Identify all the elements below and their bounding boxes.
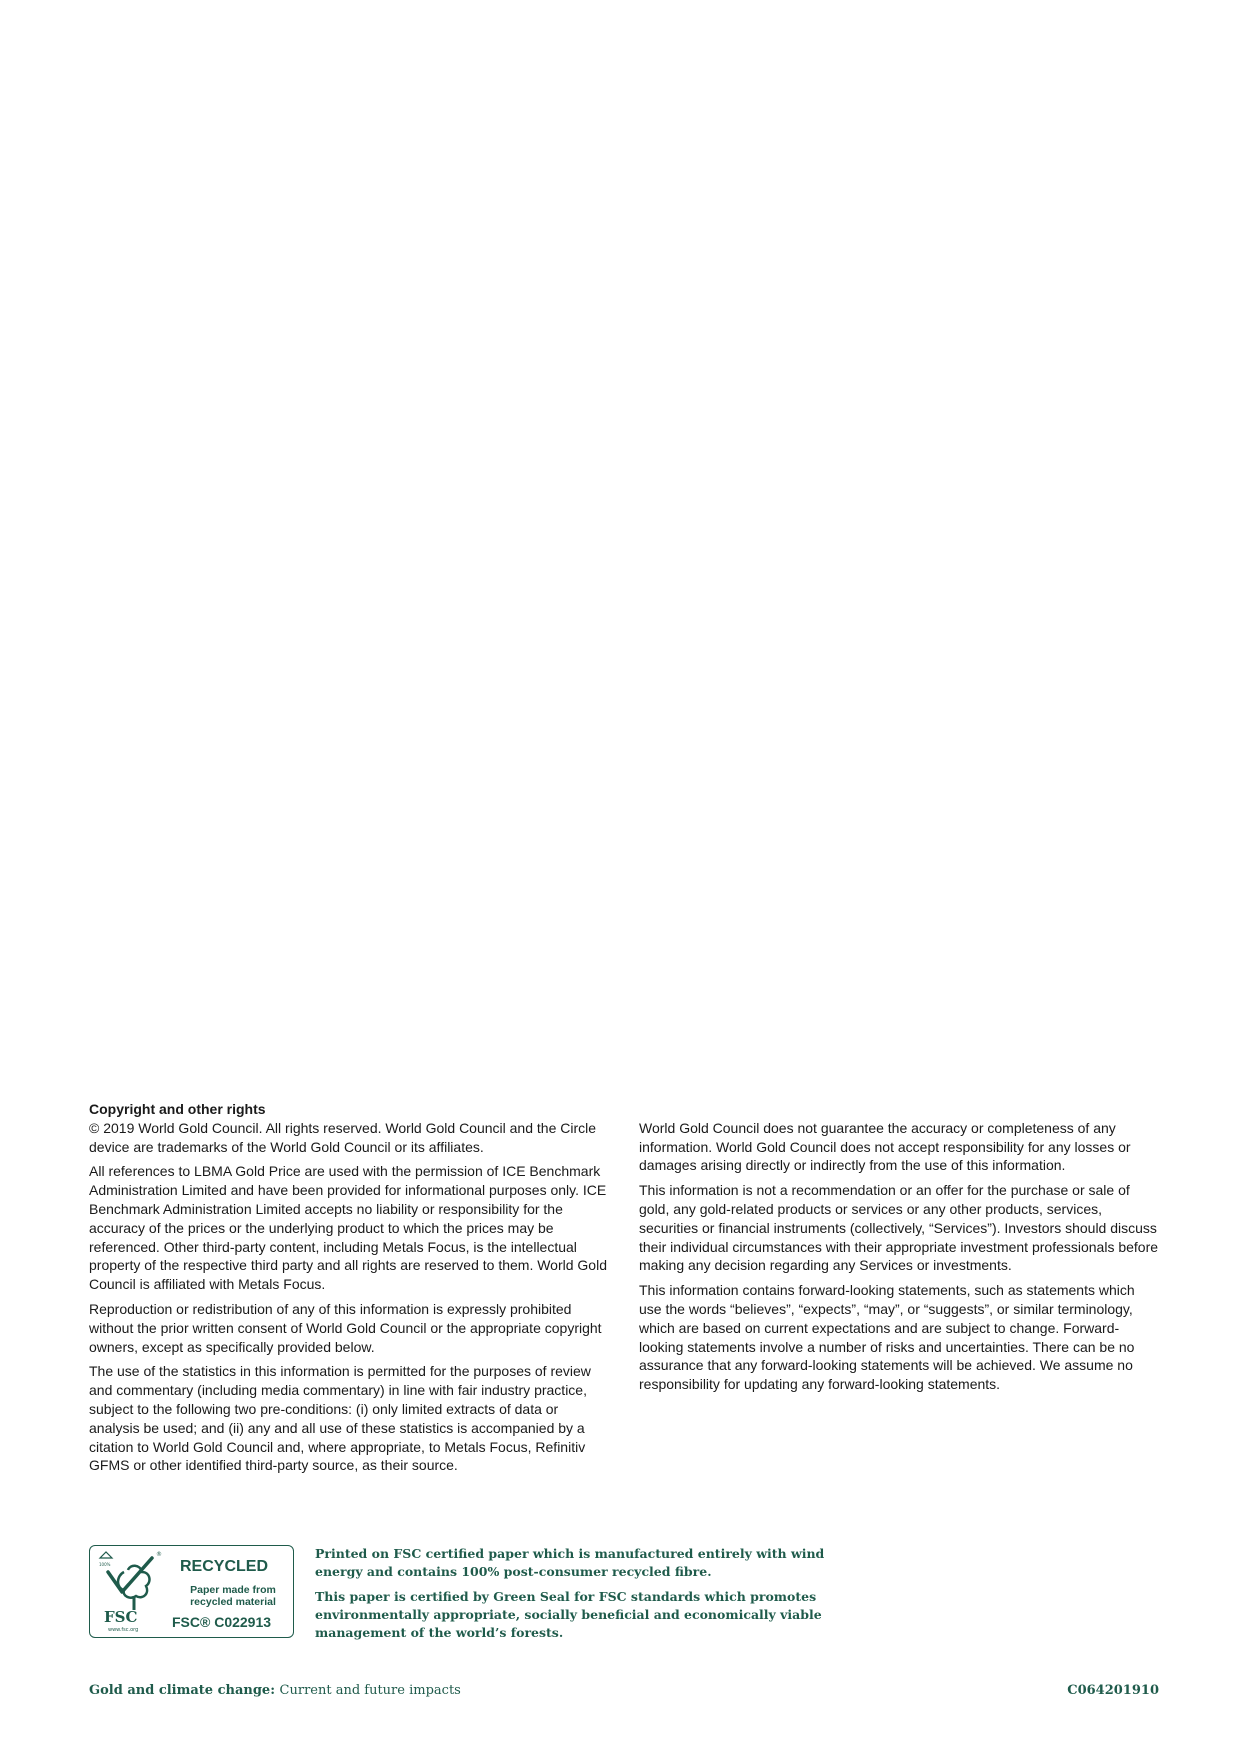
fsc-statement-green-seal: This paper is certified by Green Seal for FSC standards which promotes environmentally appropriate, socially beneficial and economically viable management of the world’s forests. <box>315 1589 822 1640</box>
forward-looking-paragraph: This information contains forward-looking statements, such as statements which use the words “believes”, “expects”, “may”, or “suggests”, or similar terminology, which are based on current expectations and are subject to change. Forward-looking statements involve a number of risks and uncertainties. There can be no assurance that any forward-looking statements will be achieved. We assume no responsibility for updating any forward-looking statements. <box>639 1282 1135 1393</box>
copyright-left-column <box>89 1119 609 1481</box>
recommendation-paragraph: This information is not a recommendation or an offer for the purchase or sale of gold, any gold-related products or services or any other products, services, securities or financial instruments (collectively, “Services”). Investors should discuss their individual circumstances with their appropriate investment professionals before making any decision regarding any Services or investments. <box>639 1182 1159 1274</box>
fsc-statement-printed: Printed on FSC certified paper which is manufactured entirely with wind energy and contains 100% post-consumer recycled fibre. <box>315 1546 825 1579</box>
fsc-recycled-title: RECYCLED <box>180 1558 269 1575</box>
fsc-wordmark: FSC <box>104 1608 138 1626</box>
fsc-statements <box>315 1545 875 1649</box>
statistics-use-paragraph: The use of the statistics in this information is permitted for the purposes of review and commentary (including media commentary) in line with fair industry practice, subject to the following two pre-conditions: (i) only limited extracts of data or analysis be used; and (ii) any and all use of these statistics is accompanied by a citation to World Gold Council and, where appropriate, to Metals Focus, Refinitiv GFMS or other identified third-party source, as their source. <box>89 1363 591 1474</box>
fsc-url: www.fsc.org <box>108 1627 139 1633</box>
fsc-tree-icon <box>94 1550 164 1634</box>
fsc-logo <box>89 1545 294 1638</box>
footer-document-code: C064201910 <box>1067 1683 1159 1698</box>
copyright-right-column <box>639 1119 1159 1481</box>
lbma-paragraph: All references to LBMA Gold Price are used with the permission of ICE Benchmark Administration Limited and have been provided for informational purposes only. ICE Benchmark Administration Limited accepts no liability or responsibility for the accuracy of the prices or the underlying product to which the prices may be referenced. Other third-party content, including Metals Focus, is the intellectual property of the respective third party and all rights are reserved to them. World Gold Council is affiliated with Metals Focus. <box>89 1163 607 1293</box>
svg-text:®: ® <box>156 1551 162 1558</box>
fsc-percent-label: 100% <box>99 1562 111 1567</box>
guarantee-paragraph: World Gold Council does not guarantee the accuracy or completeness of any information. World Gold Council does not accept responsibility for any losses or damages arising directly or indirectly from the use of this information. <box>639 1119 1131 1174</box>
fsc-license-code: FSC® C022913 <box>172 1614 272 1630</box>
copyright-heading: Copyright and other rights <box>89 1101 266 1117</box>
footer-title: Gold and climate change: <box>89 1683 280 1698</box>
footer-subtitle: Current and future impacts <box>279 1683 461 1698</box>
fsc-certification <box>89 1545 889 1645</box>
copyright-section <box>89 1100 1159 1481</box>
copyright-columns <box>89 1119 1159 1481</box>
page-footer <box>89 1683 1159 1698</box>
copyright-paragraph: © 2019 World Gold Council. All rights reserved. World Gold Council and the Circle device are trademarks of the World Gold Council or its affiliates. <box>89 1119 597 1155</box>
fsc-sub-line-1: Paper made from <box>190 1584 276 1596</box>
reproduction-paragraph: Reproduction or redistribution of any of this information is expressly prohibited without the prior written consent of World Gold Council or the appropriate copyright owners, except as specifically provided below. <box>89 1300 602 1355</box>
fsc-sub-line-2: recycled material <box>190 1596 276 1608</box>
fsc-recycled-subtitle <box>178 1584 288 1608</box>
